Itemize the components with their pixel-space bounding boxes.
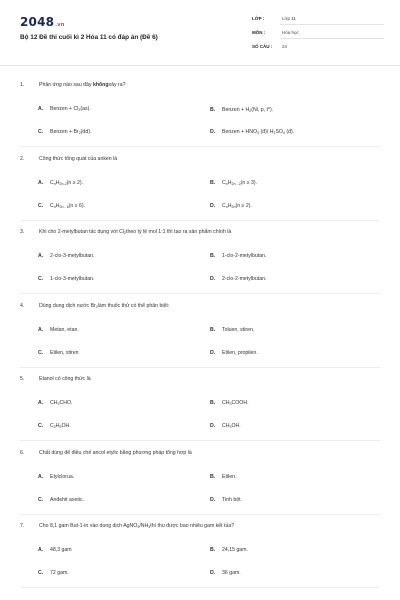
option-letter: C. (38, 349, 44, 356)
option-letter: B. (210, 400, 216, 406)
question-item (0, 82, 400, 144)
option-letter: B. (210, 547, 216, 553)
question-item (0, 376, 400, 438)
option-letter: A. (38, 253, 44, 259)
option-text: Benzen + $H_2(Ni$, p, $t^o$). (222, 106, 274, 113)
option-text: 1-clo-2-metylbutan. (222, 253, 267, 259)
option-text: 24,15 gam. (222, 547, 248, 553)
option-text: Benzen + $Cl_2(as)$. (50, 106, 91, 112)
option-letter: B. (210, 326, 216, 333)
question-item (0, 229, 400, 291)
question-text (20, 82, 126, 88)
meta-count-label: SỐ CÂU : (252, 44, 273, 49)
answer-option-c[interactable] (38, 129, 91, 135)
answer-option-d[interactable] (210, 570, 241, 576)
option-text: 36 gam. (222, 570, 241, 576)
question-divider (20, 146, 380, 147)
option-letter: B. (210, 179, 216, 186)
question-divider (20, 293, 380, 294)
question-divider (20, 514, 380, 515)
question-body: Khi cho 2-metylbutan tác dụng với $Cl_2theo$ tỷ lệ mol 1:1 thì tạo ra sản phẩm chính là (39, 229, 232, 235)
option-letter: A. (38, 326, 44, 333)
option-letter: D. (210, 349, 216, 356)
option-text: $C_nH_{2n - 6}(n \ge 6)$. (50, 202, 86, 209)
option-text: Etylclorua. (50, 473, 75, 480)
answer-option-c[interactable] (38, 570, 69, 576)
answer-option-a[interactable] (38, 327, 79, 333)
option-letter: A. (38, 400, 44, 406)
option-text: Benzen + $Br_2(dd)$. (50, 129, 92, 135)
answer-option-a[interactable] (38, 547, 72, 553)
question-item (0, 523, 400, 585)
question-number: 3. (20, 229, 25, 235)
option-letter: C. (38, 129, 44, 135)
option-text: $C_nH_{2n}(n \ge 2)$. (222, 202, 252, 209)
question-number: 7. (20, 523, 25, 529)
question-text (20, 229, 231, 235)
option-letter: D. (210, 129, 216, 135)
option-text: Etilen. (222, 473, 237, 480)
answer-option-b[interactable] (210, 547, 248, 553)
option-text: 48,3 gam (50, 547, 72, 553)
question-body: Etanol có công thức là (39, 376, 91, 382)
option-letter: C. (38, 570, 44, 576)
meta-count-value: 24 (282, 44, 288, 49)
option-text: 2-clo-2-metylbutan. (222, 276, 267, 282)
answer-option-d[interactable] (210, 276, 266, 282)
option-text: $C_nH_{2n - 2}(n \ge 3)$. (222, 179, 258, 186)
option-letter: C. (38, 276, 44, 282)
option-text: $CH_3OH$. (222, 423, 241, 429)
option-letter: B. (210, 253, 216, 259)
answer-option-d[interactable] (210, 497, 242, 503)
option-letter: B. (210, 107, 216, 113)
option-text: Etilen, stiren (50, 349, 79, 356)
option-letter: A. (38, 179, 44, 186)
answer-option-b[interactable] (210, 180, 257, 186)
answer-option-b[interactable] (210, 474, 236, 480)
question-divider (20, 440, 380, 441)
option-letter: C. (38, 496, 44, 503)
option-text: Metan, etan. (50, 326, 79, 333)
answer-option-b[interactable] (210, 400, 249, 406)
question-text (20, 156, 117, 162)
option-text: 2-clo-3-metylbutan. (50, 253, 95, 259)
logo-text: 2048 (20, 15, 55, 29)
option-letter: D. (210, 570, 216, 576)
option-letter: D. (210, 423, 216, 429)
option-text: 72 gam. (50, 570, 69, 576)
answer-option-b[interactable] (210, 327, 254, 333)
option-letter: D. (210, 276, 216, 282)
question-number: 5. (20, 376, 25, 382)
answer-option-a[interactable] (38, 474, 74, 480)
question-body: Phản ứng nào sau đây khôngxảy ra? (39, 82, 126, 88)
site-logo[interactable] (20, 15, 65, 29)
question-text (20, 303, 169, 309)
answer-option-d[interactable] (210, 423, 241, 429)
option-letter: C. (38, 423, 44, 429)
question-text (20, 450, 192, 456)
answer-option-c[interactable] (38, 350, 79, 356)
option-text: $CH_3COOH$. (222, 400, 249, 406)
option-text: Etilen, propilen. (222, 349, 258, 356)
question-number: 4. (20, 302, 25, 309)
meta-class-label: LỚP : (252, 16, 265, 21)
meta-divider (280, 38, 384, 39)
question-body: Công thức tổng quát của anken là (39, 155, 118, 162)
question-body: Dùng dung dịch nước $Br_2làm$ thuốc thử có thể phân biệt: (39, 302, 170, 309)
answer-option-d[interactable] (210, 350, 258, 356)
page-header (0, 0, 400, 66)
meta-divider (280, 24, 384, 25)
question-text (20, 523, 234, 529)
option-text: Tinh bột. (222, 496, 242, 503)
option-letter: D. (210, 202, 216, 209)
answer-option-d[interactable] (210, 129, 294, 135)
option-letter: C. (38, 202, 44, 209)
meta-subject-value: Hóa học (282, 30, 299, 35)
answer-option-c[interactable] (38, 276, 94, 282)
option-text: Benzen + $HNO_3$ (đ)/ $H_2SO_4$ (đ). (222, 129, 295, 135)
question-item (0, 450, 400, 512)
answer-option-d[interactable] (210, 203, 252, 209)
option-text: $C_nH_{2n-2}(n \ge 2)$. (50, 179, 84, 186)
question-number: 2. (20, 155, 25, 162)
answer-option-c[interactable] (38, 423, 71, 429)
option-text: 1-clo-3-metylbutan. (50, 276, 95, 282)
option-text: $C_2H_5OH$. (50, 423, 71, 429)
question-divider (20, 220, 380, 221)
option-letter: A. (38, 547, 44, 553)
answer-option-a[interactable] (38, 180, 83, 186)
question-divider (20, 367, 380, 368)
document-title: Bộ 12 Đề thi cuối kì 2 Hóa 11 có đáp án (Đề 6) (20, 34, 158, 41)
option-letter: A. (38, 473, 44, 480)
answer-option-a[interactable] (38, 106, 91, 112)
logo-suffix: .vn (55, 22, 65, 28)
answer-option-a[interactable] (38, 400, 72, 406)
option-text: $CH_3CHO$. (50, 400, 73, 406)
question-body: Chất dùng để điều chế ancol etylic bằng phương pháp tổng hợp là (39, 449, 192, 456)
option-letter: A. (38, 106, 44, 112)
answer-option-a[interactable] (38, 253, 94, 259)
question-divider (20, 587, 380, 588)
meta-subject-label: MÔN : (252, 30, 266, 35)
answer-option-b[interactable] (210, 106, 273, 113)
question-item (0, 303, 400, 365)
answer-option-b[interactable] (210, 253, 266, 259)
question-item (0, 156, 400, 218)
answer-option-c[interactable] (38, 497, 84, 503)
question-text (20, 376, 91, 382)
answer-option-c[interactable] (38, 203, 85, 209)
question-number: 6. (20, 449, 25, 456)
meta-class-value: Lớp 11 (282, 16, 296, 21)
option-text: Anđehit axetic. (50, 496, 85, 503)
option-text: Toluen, stiren. (222, 326, 255, 333)
question-number: 1. (20, 82, 25, 88)
question-body: Cho 8,1 gam But-1-in vào dung dịch $AgNO_3/NH_3thì$ thu được bao nhiêu gam kết tủa? (39, 523, 235, 529)
option-letter: B. (210, 473, 216, 480)
option-letter: D. (210, 496, 216, 503)
